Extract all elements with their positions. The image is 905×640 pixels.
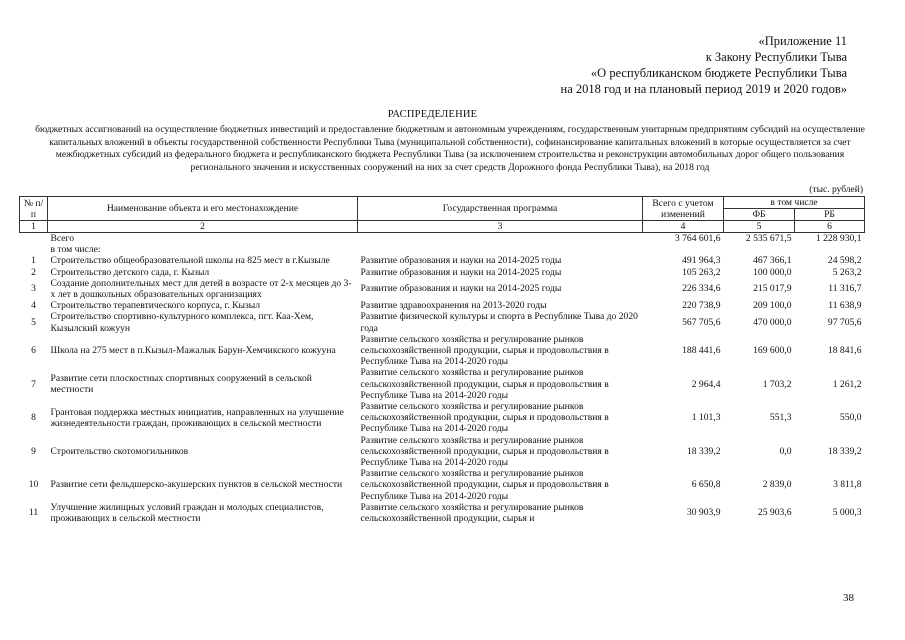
- state-program: Развитие сельского хозяйства и регулирование рынков сельскохозяйственной продукции, сырья и продовольствия в Республике Тыва на 2014-2020 годы: [360, 401, 609, 435]
- header-program: Государственная программа: [358, 197, 643, 221]
- state-program: Развитие здравоохранения на 2013-2020 годы: [360, 300, 547, 312]
- rb-amount: 1 261,2: [832, 378, 862, 390]
- row-number: 10: [28, 479, 39, 491]
- fb-amount: 209 100,0: [753, 300, 792, 312]
- total-amount: 6 650,8: [691, 479, 721, 491]
- object-name: Улучшение жилищных условий граждан и молодых специалистов, проживающих в сельской местности: [50, 501, 324, 525]
- page-number: 38: [843, 592, 854, 604]
- object-name: Грантовая поддержка местных инициатив, направленных на улучшение жизнедеятельности граждан, проживающих в сельской местности: [50, 406, 344, 429]
- table-row: [20, 401, 865, 435]
- object-name: Строительство общеобразовательной школы на 825 мест в г.Кызыле: [50, 255, 330, 267]
- rb-amount: 24 598,2: [827, 255, 862, 267]
- allocation-table: [19, 196, 865, 524]
- total-amount: 226 334,6: [682, 283, 721, 295]
- total-fb: 2 535 671,5: [745, 233, 792, 244]
- appendix-header: [561, 33, 847, 97]
- table-row: [20, 255, 865, 266]
- table-row: [20, 278, 865, 300]
- column-number: 3: [358, 221, 643, 233]
- total-label: Всего: [50, 233, 75, 244]
- fb-amount: 100 000,0: [753, 266, 792, 278]
- state-program: Развитие сельского хозяйства и регулирование рынков сельскохозяйственной продукции, сырья и продовольствия в Республике Тыва на 2014-2020 годы: [360, 468, 609, 502]
- table-row: [20, 267, 865, 278]
- rb-amount: 3 811,8: [833, 479, 862, 491]
- column-number: 1: [20, 221, 48, 233]
- row-number: 1: [31, 255, 36, 267]
- object-name: Строительство спортивно-культурного комплекса, пгт. Каа-Хем, Кызылский кожуун: [50, 311, 314, 334]
- table-row: [20, 311, 865, 333]
- total-value: 3 764 601,6: [674, 233, 721, 244]
- total-amount: 2 964,4: [691, 378, 721, 390]
- including-row: [20, 244, 865, 255]
- header-including: в том числе: [724, 197, 865, 209]
- table-row: [20, 300, 865, 311]
- row-number: 6: [31, 345, 36, 357]
- rb-amount: 18 841,6: [827, 345, 862, 357]
- fb-amount: 25 903,6: [757, 507, 792, 519]
- total-amount: 30 903,9: [686, 507, 721, 519]
- rb-amount: 550,0: [839, 412, 862, 424]
- object-name: Школа на 275 мест в п.Кызыл-Мажалык Барун-Хемчикского кожууна: [50, 345, 336, 357]
- state-program: Развитие сельского хозяйства и регулирование рынков сельскохозяйственной продукции, сырья и продовольствия в Республике Тыва на 2014-2020 годы: [360, 434, 609, 469]
- object-name: Развитие сети плоскостных спортивных сооружений в сельской местности: [50, 373, 312, 396]
- table-row: [20, 502, 865, 524]
- table-row: [20, 334, 865, 368]
- row-number: 9: [31, 445, 36, 457]
- rb-amount: 11 316,7: [828, 283, 862, 295]
- row-number: 7: [31, 378, 36, 390]
- total-amount: 1 101,3: [691, 412, 721, 424]
- object-name: Развитие сети фельдшерско-акушерских пунктов в сельской местности: [50, 479, 343, 491]
- state-program: Развитие сельского хозяйства и регулирование рынков сельскохозяйственной продукции, сырья и продовольствия в Республике Тыва на 2014-2020 годы: [360, 367, 609, 401]
- state-program: Развитие образования и науки на 2014-2025 годы: [360, 255, 562, 267]
- header-fb: ФБ: [724, 209, 795, 221]
- row-number: 5: [31, 317, 36, 329]
- header-rb: РБ: [795, 209, 865, 221]
- appendix-header-line: на 2018 год и на плановый период 2019 и 2020 годов»: [560, 82, 847, 96]
- fb-amount: 215 017,9: [753, 283, 792, 295]
- row-number: 8: [31, 412, 36, 424]
- column-number: 2: [48, 221, 358, 233]
- appendix-header-line: к Закону Республики Тыва: [705, 50, 847, 64]
- total-amount: 491 964,3: [682, 255, 721, 267]
- rb-amount: 11 638,9: [828, 300, 862, 312]
- fb-amount: 1 703,2: [762, 378, 792, 390]
- header-num: № п/п: [20, 197, 48, 221]
- row-number: 4: [31, 300, 36, 312]
- table-row: [20, 367, 865, 401]
- object-name: Создание дополнительных мест для детей в возрасте от 2-х месяцев до 3-х лет в дошкольных образовательных организациях: [50, 277, 352, 301]
- fb-amount: 0,0: [779, 445, 792, 457]
- units-note: (тыс. рублей): [809, 185, 863, 195]
- total-amount: 220 738,9: [682, 300, 721, 312]
- including-label: в том числе:: [50, 244, 101, 256]
- state-program: Развитие образования и науки на 2014-2025 годы: [360, 283, 562, 295]
- table-row: [20, 435, 865, 469]
- state-program: Развитие сельского хозяйства и регулирование рынков сельскохозяйственной продукции, сырья и продовольствия в Республике Тыва на 2014-2020 годы: [360, 333, 609, 368]
- object-name: Строительство терапевтического корпуса, г. Кызыл: [50, 300, 261, 312]
- fb-amount: 467 366,1: [753, 255, 792, 267]
- column-number: 4: [643, 221, 724, 233]
- row-number: 3: [31, 283, 36, 295]
- header-total: Всего с учетом изменений: [643, 197, 724, 221]
- table-row: [20, 468, 865, 502]
- column-number: 5: [724, 221, 795, 233]
- rb-amount: 5 263,2: [832, 266, 862, 278]
- document-description: бюджетных ассигнований на осуществление бюджетных инвестиций и предоставление бюджетным и автономным учреждениям, государственным унитарным предприятиям субсидий на осуществление капитальных вложений в объекты государственной собственности Республики Тыва (муниципальной собственности), софинансирование капитальных вложений в которые осуществляется за счет межбюджетных субсидий из федерального бюджета и республиканского бюджета Республики Тыва (за исключением строительства и реконструкции автомобильных дорог общего пользования регионального значения и искусственных сооружений на них за счет средств Дорожного фонда Республики Тыва), на 2018 год: [35, 124, 865, 173]
- state-program: Развитие сельского хозяйства и регулирование рынков сельскохозяйственной продукции, сырья и: [360, 501, 584, 525]
- total-row: [20, 233, 865, 245]
- total-rb: 1 228 930,1: [815, 233, 862, 244]
- fb-amount: 470 000,0: [753, 317, 792, 329]
- total-amount: 18 339,2: [686, 445, 721, 457]
- appendix-header-line: «Приложение 11: [758, 34, 847, 48]
- total-amount: 567 705,6: [682, 317, 721, 329]
- object-name: Строительство скотомогильников: [50, 445, 189, 457]
- row-number: 11: [28, 507, 39, 519]
- total-amount: 188 441,6: [682, 345, 721, 357]
- document-title: РАСПРЕДЕЛЕНИЕ: [387, 109, 478, 120]
- fb-amount: 551,3: [769, 412, 792, 424]
- appendix-header-line: «О республиканском бюджете Республики Тыва: [590, 66, 847, 80]
- fb-amount: 169 600,0: [753, 345, 792, 357]
- row-number: 2: [31, 266, 36, 278]
- state-program: Развитие физической культуры и спорта в Республике Тыва до 2020 года: [360, 311, 638, 334]
- fb-amount: 2 839,0: [762, 479, 792, 491]
- rb-amount: 18 339,2: [827, 445, 862, 457]
- object-name: Строительство детского сада, г. Кызыл: [50, 266, 210, 278]
- state-program: Развитие образования и науки на 2014-2025 годы: [360, 266, 562, 278]
- rb-amount: 5 000,3: [832, 507, 862, 519]
- total-amount: 105 263,2: [682, 266, 721, 278]
- column-number: 6: [795, 221, 865, 233]
- header-name: Наименование объекта и его местонахождение: [48, 197, 358, 221]
- rb-amount: 97 705,6: [827, 317, 862, 329]
